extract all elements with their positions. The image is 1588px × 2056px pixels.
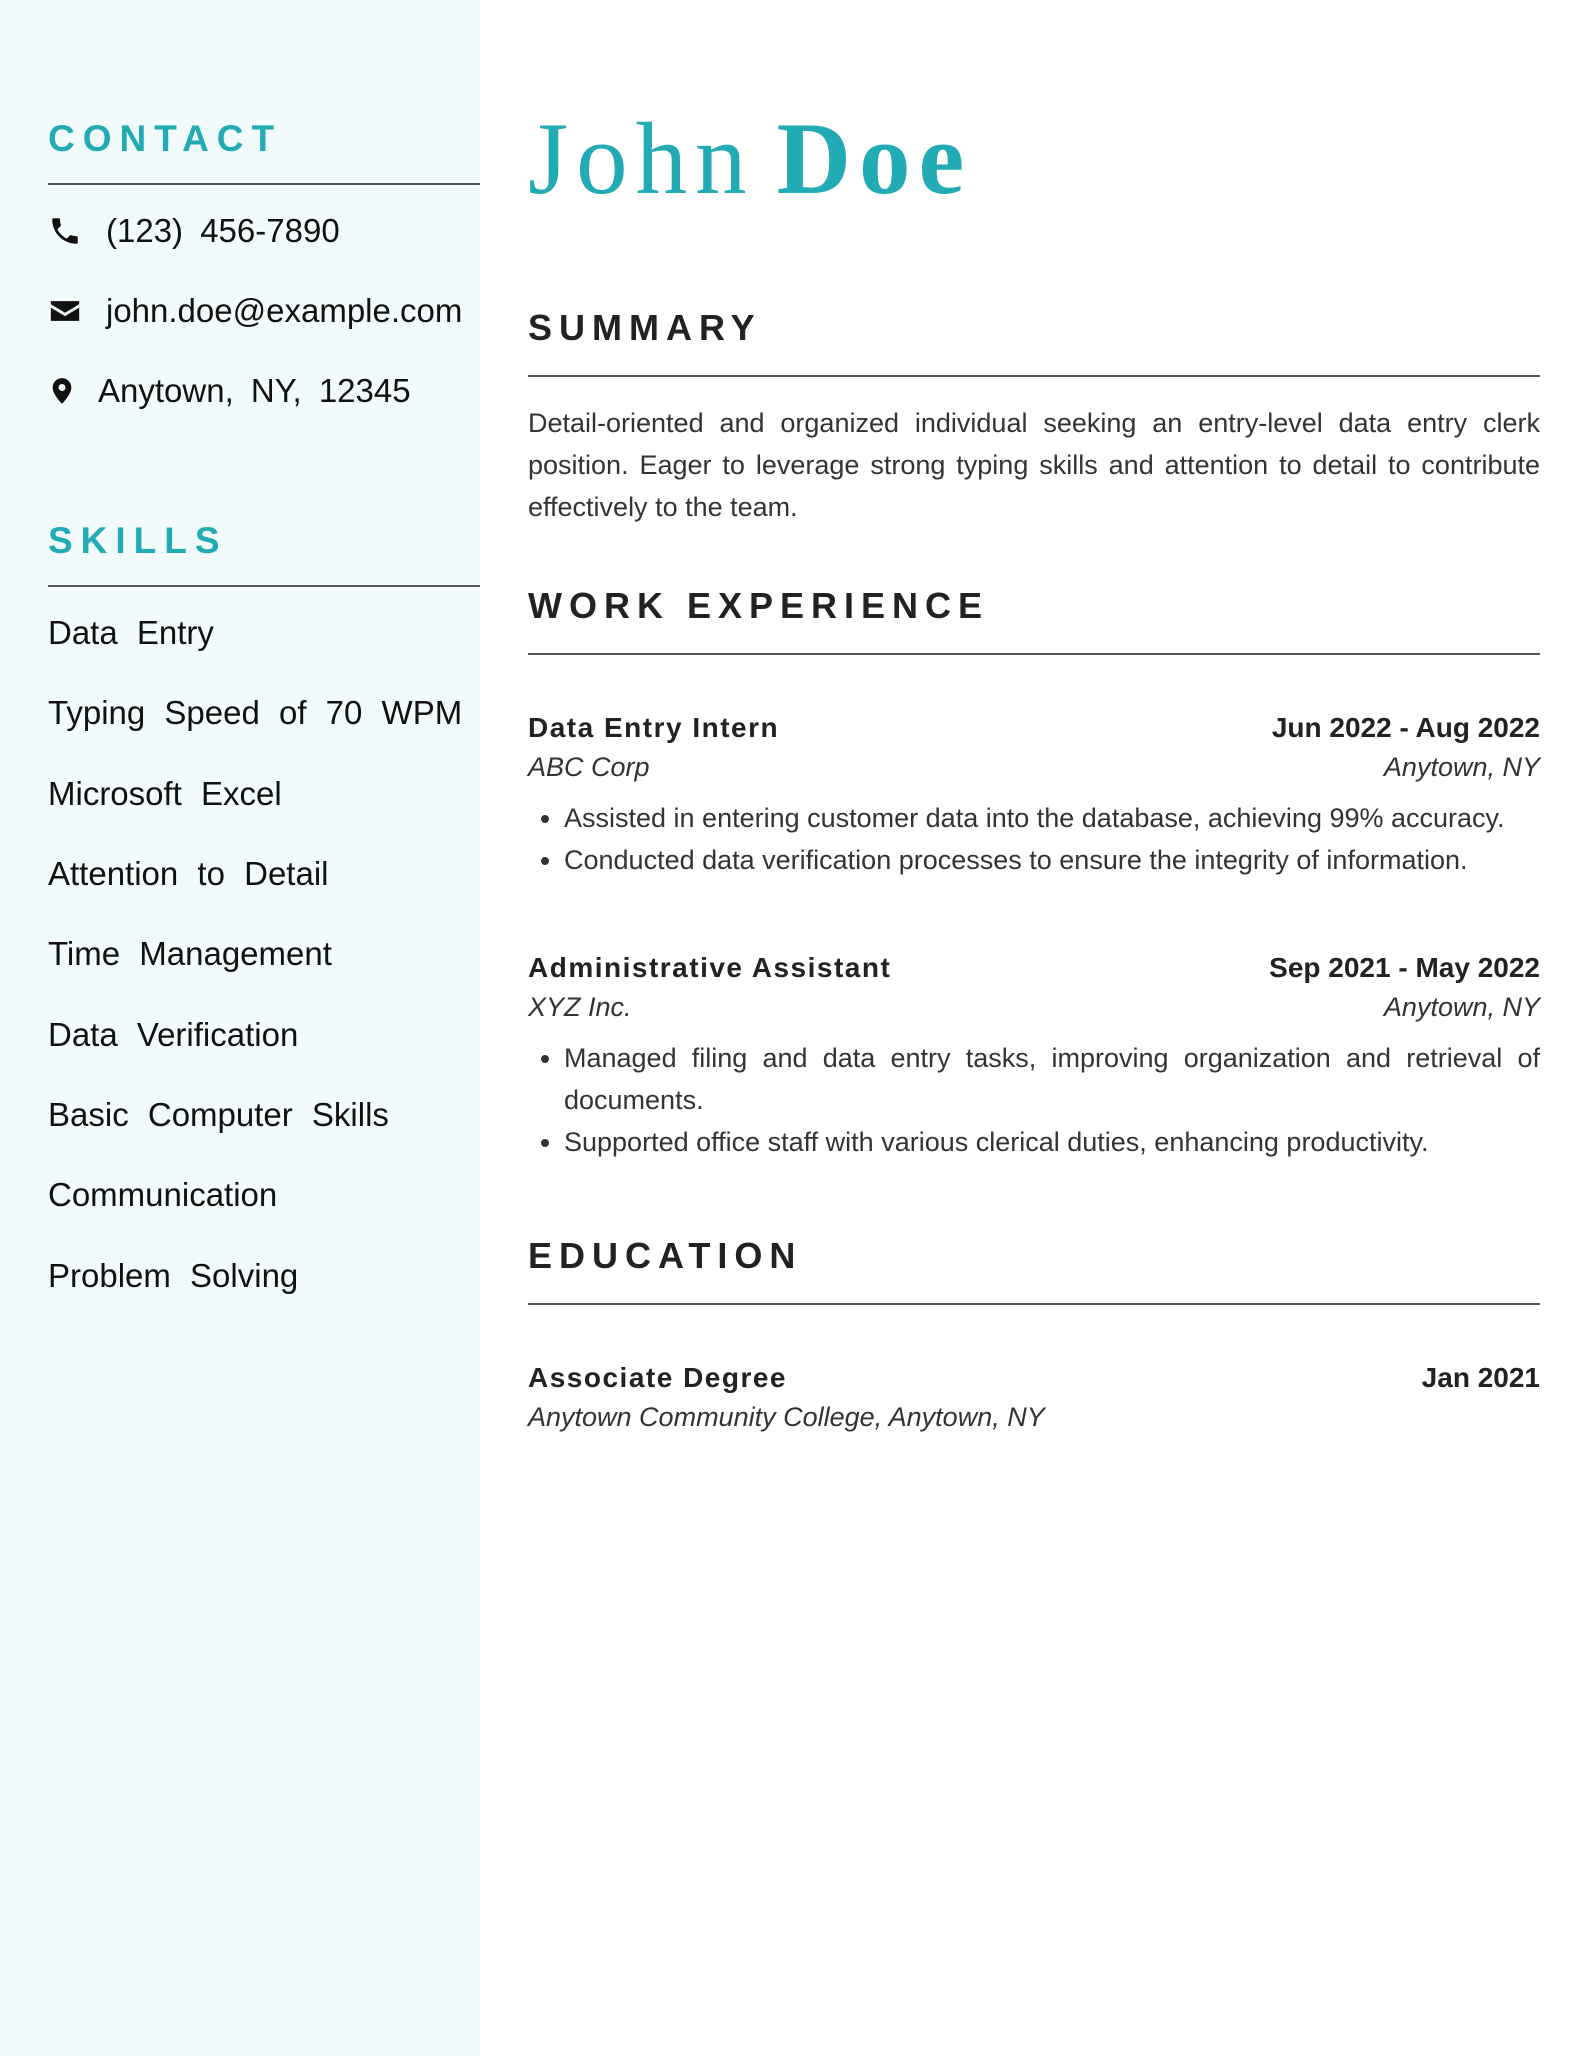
contact-section (48, 120, 480, 431)
skill-item: Data Verification (48, 1015, 299, 1053)
summary-text: Detail-oriented and organized individual seeking an entry-level data entry clerk position. Eager to leverage strong typing skills and attention to detail to contribute effectively to the team. (528, 408, 1540, 522)
job-entry (528, 712, 1540, 881)
experience-divider (528, 653, 1540, 655)
skills-heading: SKILLS (48, 520, 228, 561)
summary-section (528, 307, 1540, 522)
envelope-icon (48, 294, 82, 328)
contact-list (48, 191, 480, 431)
job-bullet: • Conducted data verification processes to ensure the integrity of information. (564, 839, 1540, 881)
job-location: Anytown, NY (1383, 992, 1540, 1022)
skill-item: Problem Solving (48, 1256, 299, 1294)
job-bullet: • Supported office staff with various clerical duties, enhancing productivity. (564, 1121, 1540, 1163)
contact-heading: CONTACT (48, 118, 283, 159)
experience-section (528, 585, 1540, 1157)
job-bullet: • Assisted in entering customer data into the database, achieving 99% accuracy. (564, 797, 1540, 839)
skill-item: Microsoft Excel (48, 774, 282, 812)
map-pin-icon (48, 374, 76, 408)
job-dates: Sep 2021 - May 2022 (1269, 952, 1540, 983)
sidebar (0, 0, 480, 2056)
first-name: John (528, 102, 755, 216)
school-name: Anytown Community College, Anytown, NY (528, 1402, 1045, 1432)
job-entry (528, 952, 1540, 1163)
contact-email (48, 271, 480, 351)
contact-divider (48, 183, 480, 185)
phone-text[interactable]: (123) 456-7890 (106, 212, 340, 249)
summary-heading: SUMMARY (528, 307, 762, 348)
skills-divider (48, 585, 480, 587)
job-company: ABC Corp (528, 752, 650, 782)
degree-title: Associate Degree (528, 1362, 788, 1393)
education-divider (528, 1303, 1540, 1305)
job-bullets (528, 797, 1540, 881)
skill-item: Data Entry (48, 614, 214, 652)
summary-divider (528, 375, 1540, 377)
skill-item: Time Management (48, 935, 332, 973)
candidate-name (528, 102, 973, 216)
degree-date: Jan 2021 (1421, 1362, 1540, 1393)
job-title: Data Entry Intern (528, 712, 780, 743)
skill-item: Basic Computer Skills (48, 1095, 389, 1133)
job-bullet: • Managed filing and data entry tasks, improving organization and retrieval of documents. (564, 1037, 1540, 1121)
experience-heading: WORK EXPERIENCE (528, 585, 990, 626)
contact-phone (48, 191, 480, 271)
job-bullets (528, 1037, 1540, 1163)
email-text[interactable]: john.doe@example.com (106, 292, 463, 329)
skill-item: Typing Speed of 70 WPM (48, 694, 463, 732)
skills-section (48, 522, 480, 1316)
contact-location (48, 351, 480, 431)
job-title: Administrative Assistant (528, 952, 892, 983)
last-name: Doe (776, 102, 973, 216)
education-entry (528, 1362, 1540, 1433)
job-location: Anytown, NY (1383, 752, 1540, 782)
skill-item: Attention to Detail (48, 855, 329, 893)
phone-icon (48, 214, 82, 248)
education-heading: EDUCATION (528, 1235, 803, 1276)
job-company: XYZ Inc. (528, 992, 632, 1022)
skill-item: Communication (48, 1176, 278, 1214)
location-text: Anytown, NY, 12345 (98, 372, 411, 409)
job-dates: Jun 2022 - Aug 2022 (1271, 712, 1540, 743)
skills-list (48, 593, 480, 1316)
education-section (528, 1235, 1540, 1432)
